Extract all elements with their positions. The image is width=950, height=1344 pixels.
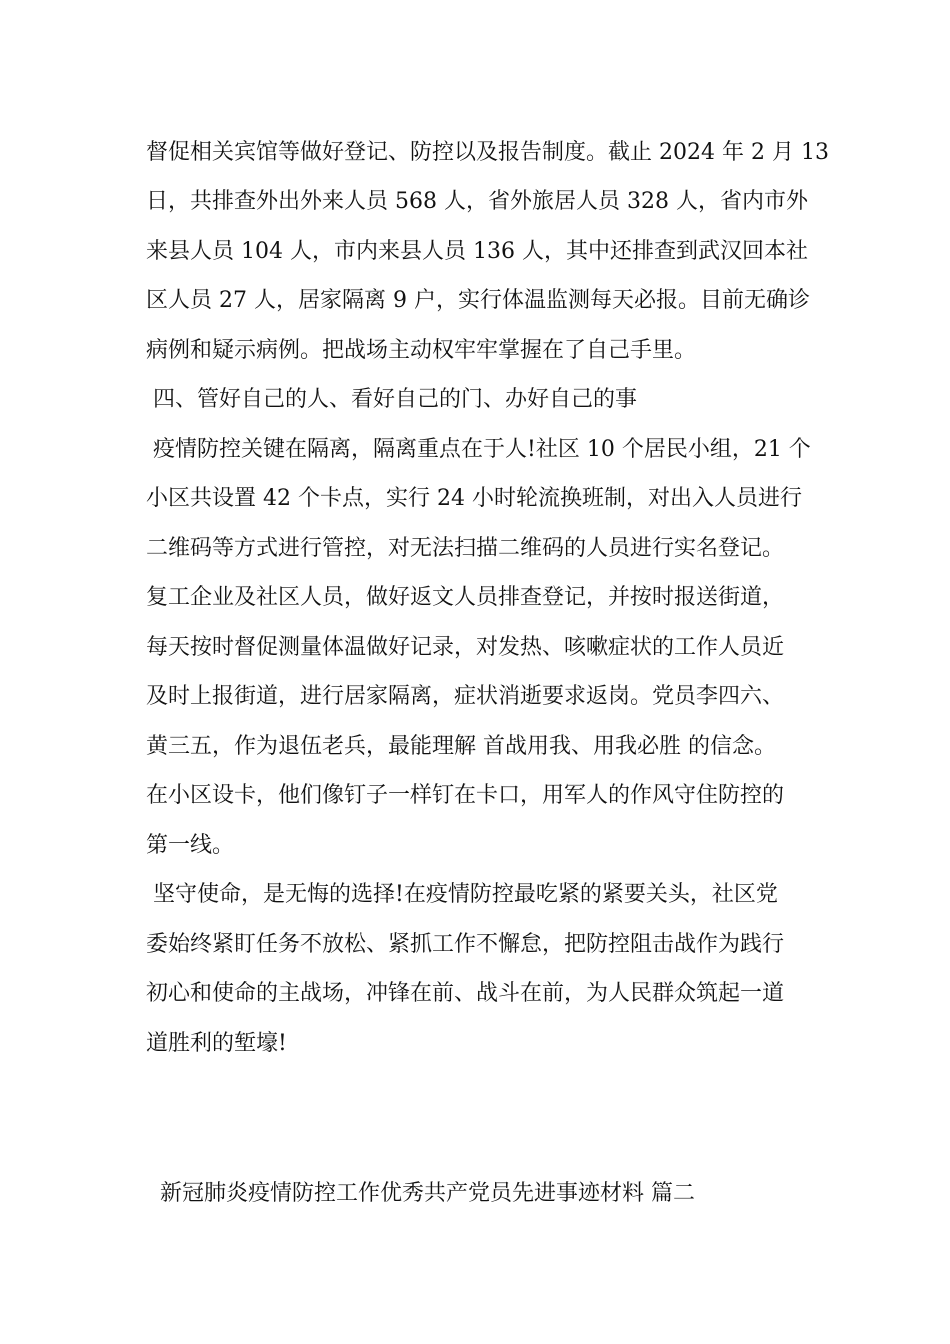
text-line-4: 区人员 27 人，居家隔离 9 户，实行体温监测每天必报。目前无确诊 [146,288,810,313]
text-line-17: 委始终紧盯任务不放松、紧抓工作不懈怠，把防控阻击战作为践行 [146,932,785,957]
text-line-18: 初心和使命的主战场，冲锋在前、战斗在前，为人民群众筑起一道 [146,981,785,1006]
text-line-16: 坚守使命，是无悔的选择!在疫情防控最吃紧的紧要关头，社区党 [146,882,778,907]
section-heading-4: 四、管好自己的人、看好自己的门、办好自己的事 [146,387,637,412]
text-line-19: 道胜利的堑壕! [146,1031,287,1056]
text-line-10: 复工企业及社区人员，做好返文人员排查登记，并按时报送街道， [146,585,785,610]
text-line-14: 在小区设卡，他们像钉子一样钉在卡口，用军人的作风守住防控的 [146,783,785,808]
text-line-13: 黄三五，作为退伍老兵，最能理解 首战用我、用我必胜 的信念。 [146,734,776,759]
text-line-11: 每天按时督促测量体温做好记录，对发热、咳嗽症状的工作人员近 [146,635,785,660]
text-line-7: 疫情防控关键在隔离，隔离重点在于人!社区 10 个居民小组，21 个 [146,437,811,462]
section-title-part-2: 新冠肺炎疫情防控工作优秀共产党员先进事迹材料 篇二 [146,1181,695,1206]
text-line-3: 来县人员 104 人，市内来县人员 136 人，其中还排查到武汉回本社 [146,239,808,264]
text-line-1: 督促相关宾馆等做好登记、防控以及报告制度。截止 2024 年 2 月 13 [146,140,829,165]
text-line-9: 二维码等方式进行管控，对无法扫描二维码的人员进行实名登记。 [146,536,785,561]
text-line-2: 日，共排查外出外来人员 568 人，省外旅居人员 328 人，省内市外 [146,189,808,214]
text-line-8: 小区共设置 42 个卡点，实行 24 小时轮流换班制，对出入人员进行 [146,486,802,511]
text-line-15: 第一线。 [146,833,235,858]
text-line-5: 病例和疑示病例。把战场主动权牢牢掌握在了自己手里。 [146,338,697,363]
text-line-12: 及时上报街道，进行居家隔离，症状消逝要求返岗。党员李四六、 [146,684,785,709]
